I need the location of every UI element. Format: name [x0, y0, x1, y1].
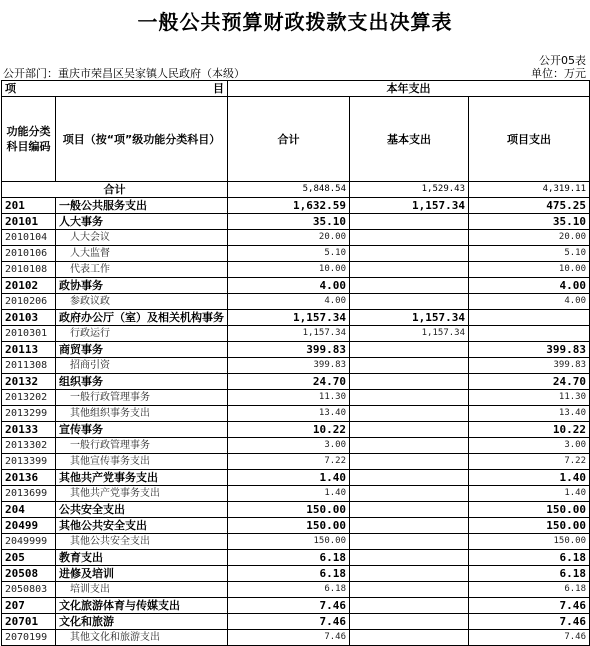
row-project: 35.10: [469, 214, 590, 230]
table-row: [2, 598, 590, 614]
row-project: 3.00: [469, 438, 590, 454]
row-name: 人大会议: [56, 230, 228, 246]
header-item-label: 项: [5, 82, 16, 95]
row-basic: [350, 582, 469, 598]
row-total: 3.00: [228, 438, 350, 454]
row-project: 20.00: [469, 230, 590, 246]
row-name: 人大监督: [56, 246, 228, 262]
row-basic: [350, 422, 469, 438]
row-total: 13.40: [228, 406, 350, 422]
header-current-year: 本年支出: [228, 81, 590, 97]
row-name: 代表工作: [56, 262, 228, 278]
row-total: 20.00: [228, 230, 350, 246]
header-total: 合计: [228, 97, 350, 182]
row-code: 204: [2, 502, 56, 518]
table-row: [2, 518, 590, 534]
row-name: 一般行政管理事务: [56, 390, 228, 406]
row-basic: [350, 502, 469, 518]
row-name: 公共安全支出: [56, 502, 228, 518]
row-name: 其他公共安全支出: [56, 534, 228, 550]
header-basic: 基本支出: [350, 97, 469, 182]
row-basic: [350, 230, 469, 246]
row-total: 7.46: [228, 630, 350, 646]
row-total: 6.18: [228, 550, 350, 566]
header-name: 项目（按“项”级功能分类科目）: [56, 97, 228, 182]
total-basic: 1,529.43: [350, 182, 469, 198]
row-code: 2013399: [2, 454, 56, 470]
row-project: 399.83: [469, 358, 590, 374]
row-name: 政协事务: [56, 278, 228, 294]
row-name: 行政运行: [56, 326, 228, 342]
row-code: 20508: [2, 566, 56, 582]
table-row: [2, 438, 590, 454]
row-total: 1,157.34: [228, 310, 350, 326]
row-project: 13.40: [469, 406, 590, 422]
table-row: [2, 342, 590, 358]
row-code: 20133: [2, 422, 56, 438]
row-basic: [350, 262, 469, 278]
table-row: [2, 630, 590, 646]
table-row: [2, 454, 590, 470]
row-code: 20499: [2, 518, 56, 534]
row-basic: [350, 214, 469, 230]
table-row: [2, 246, 590, 262]
row-code: 20101: [2, 214, 56, 230]
row-project: 7.22: [469, 454, 590, 470]
row-name: 其他组织事务支出: [56, 406, 228, 422]
row-basic: [350, 518, 469, 534]
row-project: 150.00: [469, 502, 590, 518]
row-basic: [350, 342, 469, 358]
table-row: [2, 262, 590, 278]
row-name: 其他宣传事务支出: [56, 454, 228, 470]
table-row: [2, 486, 590, 502]
row-total: 6.18: [228, 566, 350, 582]
row-name: 其他文化和旅游支出: [56, 630, 228, 646]
row-basic: [350, 598, 469, 614]
row-basic: [350, 374, 469, 390]
row-basic: [350, 246, 469, 262]
row-total: 399.83: [228, 342, 350, 358]
row-total: 1,632.59: [228, 198, 350, 214]
row-code: 2010104: [2, 230, 56, 246]
row-basic: 1,157.34: [350, 326, 469, 342]
row-project: 1.40: [469, 470, 590, 486]
row-code: 2013699: [2, 486, 56, 502]
row-name: 教育支出: [56, 550, 228, 566]
row-total: 10.00: [228, 262, 350, 278]
row-code: 2010106: [2, 246, 56, 262]
row-total: 11.30: [228, 390, 350, 406]
row-code: 2010206: [2, 294, 56, 310]
row-name: 其他共产党事务支出: [56, 470, 228, 486]
table-row: [2, 198, 590, 214]
row-name: 一般行政管理事务: [56, 438, 228, 454]
row-project: 7.46: [469, 598, 590, 614]
row-code: 2070199: [2, 630, 56, 646]
row-project: 475.25: [469, 198, 590, 214]
row-total: 150.00: [228, 518, 350, 534]
row-code: 201: [2, 198, 56, 214]
header-row-2: [2, 97, 590, 182]
row-project: 6.18: [469, 582, 590, 598]
row-code: 2013202: [2, 390, 56, 406]
row-total: 10.22: [228, 422, 350, 438]
table-row: [2, 390, 590, 406]
row-code: 20701: [2, 614, 56, 630]
row-code: 20102: [2, 278, 56, 294]
row-project: 10.00: [469, 262, 590, 278]
table-row: [2, 534, 590, 550]
row-total: 35.10: [228, 214, 350, 230]
table-row: [2, 566, 590, 582]
row-basic: 1,157.34: [350, 198, 469, 214]
row-project: 5.10: [469, 246, 590, 262]
table-row: [2, 422, 590, 438]
row-code: 2050803: [2, 582, 56, 598]
row-code: 20132: [2, 374, 56, 390]
table-row: [2, 326, 590, 342]
row-name: 参政议政: [56, 294, 228, 310]
table-row: [2, 502, 590, 518]
row-basic: [350, 614, 469, 630]
row-name: 政府办公厅（室）及相关机构事务: [56, 310, 228, 326]
row-name: 进修及培训: [56, 566, 228, 582]
row-code: 2010108: [2, 262, 56, 278]
table-row: [2, 214, 590, 230]
row-basic: [350, 566, 469, 582]
table-row: [2, 582, 590, 598]
row-name: 其他共产党事务支出: [56, 486, 228, 502]
row-project: 7.46: [469, 614, 590, 630]
header-item2-label: 目: [213, 82, 224, 95]
table-row: [2, 550, 590, 566]
table-row: [2, 278, 590, 294]
row-total: 7.46: [228, 598, 350, 614]
row-code: 2013299: [2, 406, 56, 422]
row-total: 150.00: [228, 502, 350, 518]
row-project: 7.46: [469, 630, 590, 646]
row-basic: [350, 278, 469, 294]
row-basic: [350, 438, 469, 454]
total-row: [2, 182, 590, 198]
row-name: 文化和旅游: [56, 614, 228, 630]
row-total: 4.00: [228, 278, 350, 294]
row-name: 文化旅游体育与传媒支出: [56, 598, 228, 614]
row-name: 宣传事务: [56, 422, 228, 438]
row-basic: [350, 470, 469, 486]
row-total: 1.40: [228, 470, 350, 486]
row-total: 6.18: [228, 582, 350, 598]
row-basic: [350, 550, 469, 566]
row-project: 399.83: [469, 342, 590, 358]
row-total: 1.40: [228, 486, 350, 502]
table-row: [2, 614, 590, 630]
row-project: 11.30: [469, 390, 590, 406]
table-row: [2, 374, 590, 390]
row-name: 商贸事务: [56, 342, 228, 358]
row-basic: [350, 294, 469, 310]
row-code: 2049999: [2, 534, 56, 550]
row-basic: [350, 454, 469, 470]
header-code: 功能分类科目编码: [2, 97, 56, 182]
header-item-cell: [2, 81, 228, 97]
row-code: 205: [2, 550, 56, 566]
row-name: 其他公共安全支出: [56, 518, 228, 534]
total-total: 5,848.54: [228, 182, 350, 198]
row-code: 20103: [2, 310, 56, 326]
row-code: 2013302: [2, 438, 56, 454]
row-name: 培训支出: [56, 582, 228, 598]
total-label: 合计: [2, 182, 228, 198]
header-project: 项目支出: [469, 97, 590, 182]
row-basic: [350, 406, 469, 422]
row-total: 150.00: [228, 534, 350, 550]
row-basic: [350, 534, 469, 550]
report-title: 一般公共预算财政拨款支出决算表: [137, 10, 453, 34]
table-row: [2, 358, 590, 374]
row-project: 6.18: [469, 566, 590, 582]
table-row: [2, 310, 590, 326]
row-basic: [350, 390, 469, 406]
row-name: 组织事务: [56, 374, 228, 390]
row-code: 20113: [2, 342, 56, 358]
row-basic: 1,157.34: [350, 310, 469, 326]
row-name: 人大事务: [56, 214, 228, 230]
table-row: [2, 294, 590, 310]
row-total: 4.00: [228, 294, 350, 310]
row-total: 7.46: [228, 614, 350, 630]
row-total: 1,157.34: [228, 326, 350, 342]
row-total: 399.83: [228, 358, 350, 374]
row-total: 7.22: [228, 454, 350, 470]
table-row: [2, 230, 590, 246]
row-total: 24.70: [228, 374, 350, 390]
department-label: 公开部门：重庆市荣昌区吴家镇人民政府（本级）: [3, 67, 245, 80]
row-project: [469, 326, 590, 342]
row-name: 一般公共服务支出: [56, 198, 228, 214]
row-project: 150.00: [469, 534, 590, 550]
row-project: [469, 310, 590, 326]
total-project: 4,319.11: [469, 182, 590, 198]
row-project: 4.00: [469, 294, 590, 310]
row-basic: [350, 486, 469, 502]
table-row: [2, 470, 590, 486]
row-total: 5.10: [228, 246, 350, 262]
row-project: 4.00: [469, 278, 590, 294]
row-basic: [350, 630, 469, 646]
row-project: 24.70: [469, 374, 590, 390]
form-number: 公开05表: [539, 54, 586, 67]
unit-label: 单位：万元: [531, 67, 586, 80]
row-code: 20136: [2, 470, 56, 486]
row-code: 2010301: [2, 326, 56, 342]
expenditure-table: [1, 80, 590, 646]
row-project: 10.22: [469, 422, 590, 438]
header-row-1: [2, 81, 590, 97]
table-row: [2, 406, 590, 422]
row-project: 1.40: [469, 486, 590, 502]
row-project: 6.18: [469, 550, 590, 566]
row-basic: [350, 358, 469, 374]
row-code: 207: [2, 598, 56, 614]
row-code: 2011308: [2, 358, 56, 374]
row-name: 招商引资: [56, 358, 228, 374]
row-project: 150.00: [469, 518, 590, 534]
